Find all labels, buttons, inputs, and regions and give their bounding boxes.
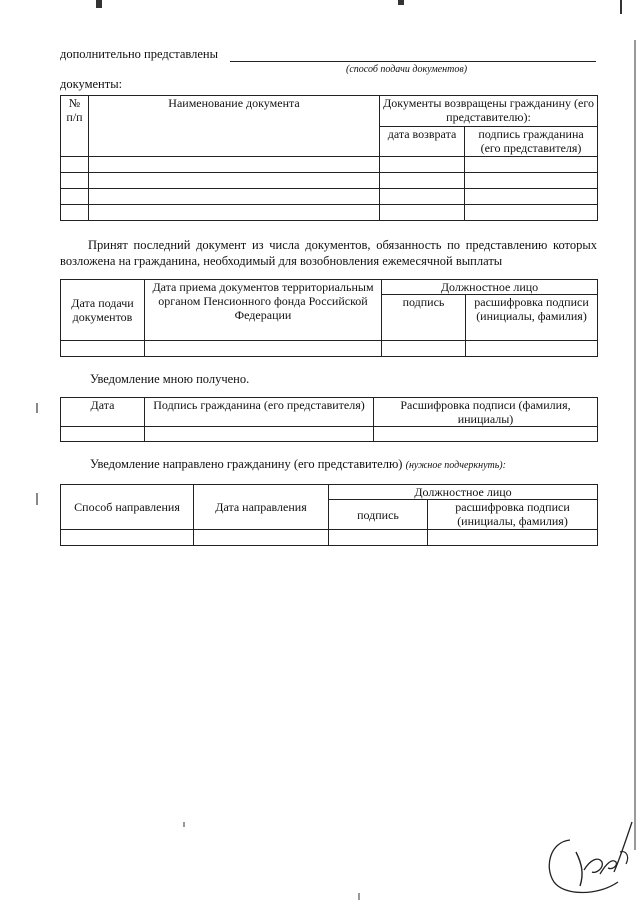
notice-sent-hint: (нужное подчеркнуть): [405,460,506,471]
col-method-header: Способ направления [61,485,194,530]
documents-label: документы: [60,77,123,91]
additionally-label: дополнительно представлены [60,47,219,61]
col-number-header: № п/п [61,96,89,157]
table-row [61,173,598,189]
col-name-header: Наименование документа [89,96,380,157]
col-decode-header: расшифровка подписи (инициалы, фамилия) [466,295,598,341]
notice-sent-line [90,457,506,473]
table-row [61,189,598,205]
receipt-table [60,397,598,442]
notice-received-text: Уведомление мною получено. [90,372,250,386]
col-sign-header: подпись [382,295,466,341]
table-row [61,341,598,357]
method-line [230,61,596,62]
scan-mark [398,0,404,5]
method-hint: (способ подачи документов) [346,64,468,75]
table-row [61,205,598,221]
col-returned-header: Документы возвращены гражданину (его представителю): [380,96,598,127]
scan-edge-line [634,40,636,850]
scan-mark [620,0,622,14]
table-row [61,157,598,173]
col-citizen-sign-header: Подпись гражданина (его представителя) [145,398,374,427]
last-document-paragraph: Принят последний документ из числа документов, обязанность по представлению которых возложена на гражданина, необходимый для возобновления ежемесячной выплаты [60,238,597,268]
col-sign-header: подпись [329,500,428,530]
col-return-date-header: дата возврата [380,127,465,157]
acceptance-table [60,279,598,357]
col-official-header: Должностное лицо [382,280,598,295]
col-accept-date-header: Дата приема документов территориальным органом Пенсионного фонда Российской Федерации [145,280,382,341]
col-signature-header: подпись гражданина (его представителя) [465,127,598,157]
col-official-header: Должностное лицо [329,485,598,500]
col-dispatch-date-header: Дата направления [194,485,329,530]
table-row [61,427,598,442]
scan-mark [36,403,38,413]
handwritten-initials-icon [540,812,638,900]
table-row [61,530,598,546]
dispatch-table [60,484,598,546]
col-date-header: Дата [61,398,145,427]
col-submit-date-header: Дата подачи документов [61,280,145,341]
scan-mark [183,822,185,827]
col-decode-header: Расшифровка подписи (фамилия, инициалы) [374,398,598,427]
scan-mark [36,493,38,505]
scan-mark [358,893,360,900]
col-decode-header: расшифровка подписи (инициалы, фамилия) [428,500,598,530]
scan-mark [96,0,102,8]
notice-sent-text: Уведомление направлено гражданину (его представителю) [90,457,403,471]
documents-table [60,95,598,221]
